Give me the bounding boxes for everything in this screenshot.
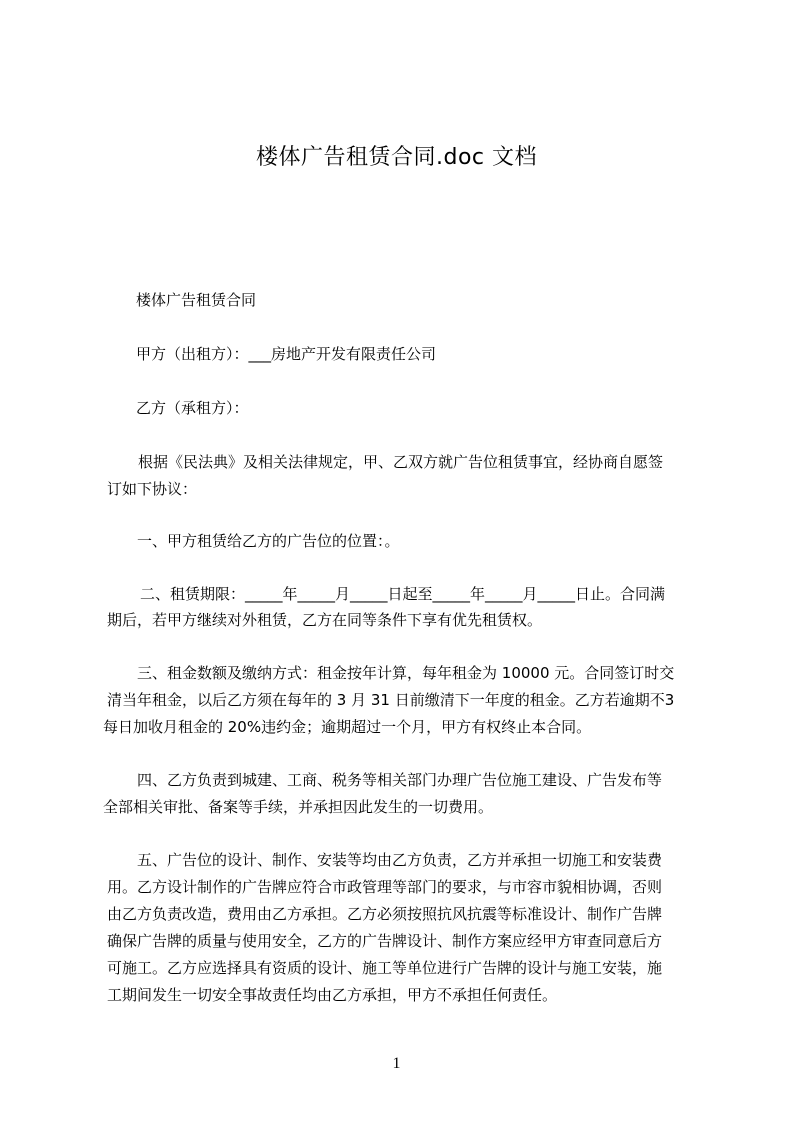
clause-3-line-1: 三、租金数额及缴纳方式：租金按年计算，每年租金为 10000 元。合同签订时交 bbox=[137, 664, 675, 682]
clause-2-line-2: 期后，若甲方继续对外租赁，乙方在同等条件下享有优先租赁权。 bbox=[107, 611, 543, 629]
clause-5-line-5: 可施工。乙方应选择具有资质的设计、施工等单位进行广告牌的设计与施工安装，施 bbox=[107, 959, 663, 977]
party-a-line: 甲方（出租方）：___房地产开发有限责任公司 bbox=[136, 345, 437, 363]
paragraph-heading-line: 楼体广告租赁合同 bbox=[136, 291, 257, 309]
preamble-line-2: 订如下协议： bbox=[107, 480, 198, 498]
clause-5-line-2: 用。乙方设计制作的广告牌应符合市政管理等部门的要求，与市容市貌相协调，否则 bbox=[107, 878, 663, 896]
party-b-line: 乙方（承租方）： bbox=[136, 399, 249, 417]
clause-1-line-1: 一、甲方租赁给乙方的广告位的位置：。 bbox=[137, 532, 400, 550]
clause-5-line-6: 工期间发生一切安全事故责任均由乙方承担，甲方不承担任何责任。 bbox=[107, 986, 558, 1004]
clause-5-line-1: 五、广告位的设计、制作、安装等均由乙方负责，乙方并承担一切施工和安装费 bbox=[137, 851, 663, 869]
page-number: 1 bbox=[392, 1055, 401, 1072]
clause-5-line-4: 确保广告牌的质量与使用安全，乙方的广告牌设计、制作方案应经甲方审查同意后方 bbox=[107, 932, 663, 950]
clause-2-line-1: 二、租赁期限：_____年_____月_____日起至_____年_____月_____日止。合同满 bbox=[140, 585, 666, 603]
clause-3-line-2: 清当年租金，以后乙方须在每年的 3 月 31 日前缴清下一年度的租金。乙方若逾期不3 bbox=[107, 691, 675, 709]
clause-4-line-2: 全部相关审批、备案等手续，并承担因此发生的一切费用。 bbox=[103, 798, 494, 816]
document-title: 楼体广告租赁合同.doc 文档 bbox=[255, 145, 537, 170]
preamble-line-1: 根据《民法典》及相关法律规定，甲、乙双方就广告位租赁事宜，经协商自愿签 bbox=[138, 453, 664, 471]
clause-5-line-3: 由乙方负责改造，费用由乙方承担。乙方必须按照抗风抗震等标准设计、制作广告牌 bbox=[107, 905, 663, 923]
clause-3-line-3: 每日加收月租金的 20%违约金；逾期超过一个月，甲方有权终止本合同。 bbox=[103, 718, 592, 736]
clause-4-line-1: 四、乙方负责到城建、工商、税务等相关部门办理广告位施工建设、广告发布等 bbox=[137, 771, 663, 789]
